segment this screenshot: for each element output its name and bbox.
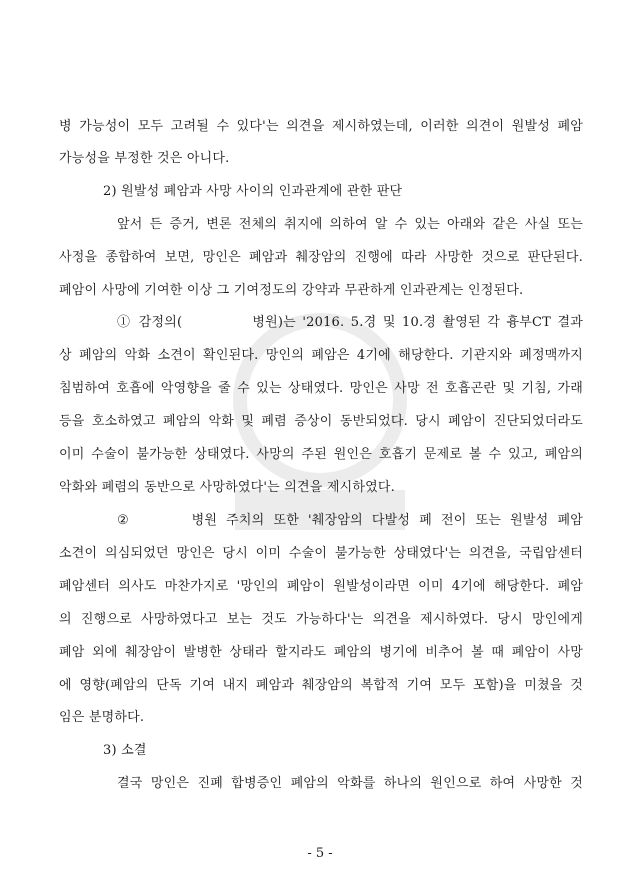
body-line: 등을 호소하였고 폐암의 악화 및 폐렴 증상이 동반되었다. 당시 폐암이 진단되었더라도 (59, 414, 583, 429)
page-number: - 5 - (307, 846, 333, 861)
body-line (117, 512, 583, 530)
body-line: 병 가능성이 모두 고려될 수 있다'는 의견을 제시하였는데, 이러한 의견이 원발성 폐암 (59, 119, 583, 134)
body-line: 상 폐암의 악화 소견이 확인된다. 망인의 폐암은 4기에 해당한다. 기관지와 폐정맥까지 (59, 348, 583, 363)
body-line: 폐암센터 의사도 마찬가지로 '망인의 폐암이 원발성이라면 이미 4기에 해당한다. 폐암 (59, 579, 583, 594)
body-line: 의 진행으로 사망하였다고 보는 것도 가능하다'는 의견을 제시하였다. 당시 망인에게 (59, 612, 583, 627)
section-heading: 2) 원발성 폐암과 사망 사이의 인과관계에 관한 판단 (103, 184, 403, 199)
body-line: 임은 분명하다. (59, 710, 145, 725)
section-heading: 3) 소결 (103, 743, 147, 758)
body-line: 이미 수술이 불가능한 상태였다. 사망의 주된 원인은 호흡기 문제로 볼 수 있고, 폐암의 (59, 447, 583, 462)
body-line: 폐암이 사망에 기여한 이상 그 기여정도의 강약과 무관하게 인과관계는 인정된다. (59, 283, 524, 298)
body-line: 사정을 종합하여 보면, 망인은 폐암과 췌장암의 진행에 따라 사망한 것으로 판단된다. (59, 250, 583, 265)
body-line: 폐암 외에 췌장암이 발병한 상태라 할지라도 폐암의 병기에 비추어 볼 때 폐암이 사망 (59, 645, 583, 660)
item-marker-1: ① 감정의( (117, 315, 183, 330)
body-text: 병원 주치의 또한 '췌장암의 다발성 폐 전이 또는 원발성 폐암 (191, 513, 583, 528)
item-marker-2: ② (117, 513, 134, 528)
body-line: 가능성을 부정한 것은 아니다. (59, 151, 230, 166)
body-line: 결국 망인은 진폐 합병증인 폐암의 악화를 하나의 원인으로 하여 사망한 것 (117, 776, 583, 791)
body-text: 병원)는 '2016. 5.경 및 10.경 촬영된 각 흉부CT 결과 (252, 315, 583, 330)
body-line (117, 314, 583, 332)
body-line: 에 영향(폐암의 단독 기여 내지 폐암과 췌장암의 복합적 기여 모두 포함)을 미쳤을 것 (59, 678, 583, 693)
body-line: 앞서 든 증거, 변론 전체의 취지에 의하여 알 수 있는 아래와 같은 사실 또는 (117, 217, 583, 232)
body-line: 소견이 의심되었던 망인은 당시 이미 수술이 불가능한 상태였다'는 의견을, 국립암센터 (59, 546, 583, 561)
body-line: 침범하여 호흡에 악영향을 줄 수 있는 상태였다. 망인은 사망 전 호흡곤란 및 기침, 가래 (59, 381, 583, 396)
body-line: 악화와 폐렴의 동반으로 사망하였다'는 의견을 제시하였다. (59, 480, 395, 495)
